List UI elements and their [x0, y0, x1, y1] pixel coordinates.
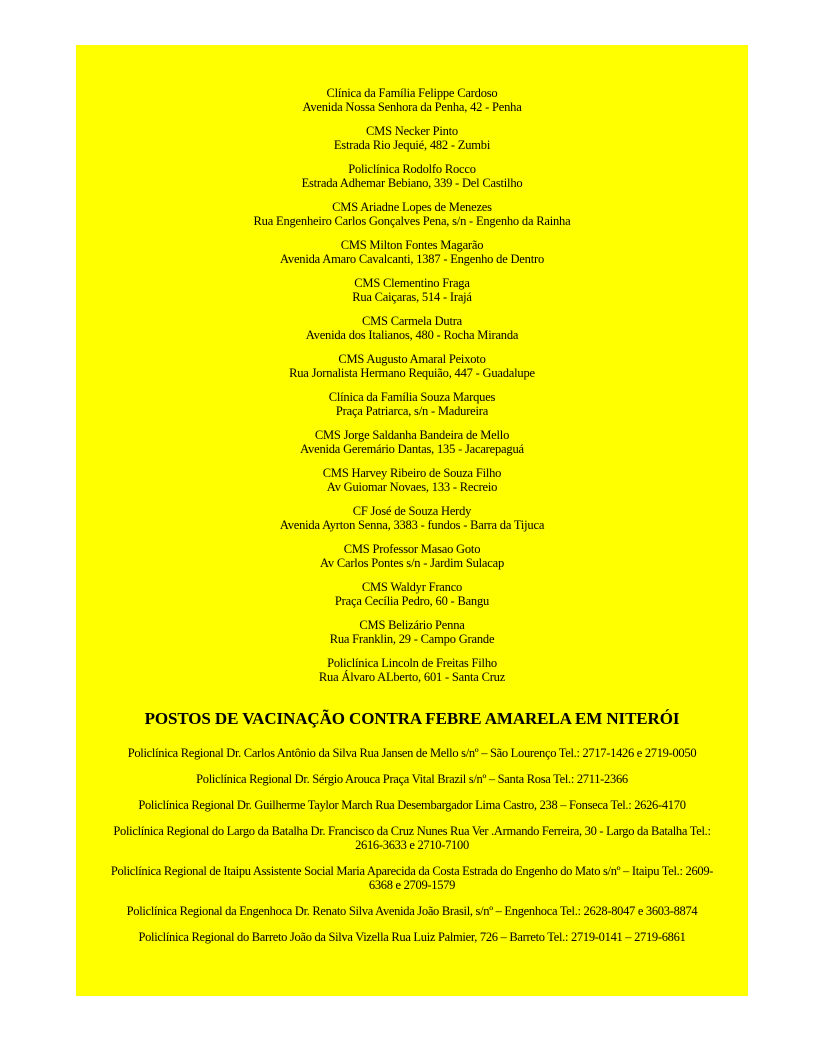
post-entry	[108, 656, 716, 684]
post-address: Rua Álvaro ALberto, 601 - Santa Cruz	[318, 670, 506, 684]
post-address: Avenida dos Italianos, 480 - Rocha Miranda	[305, 328, 519, 342]
post-address: Avenida Geremário Dantas, 135 - Jacarepaguá	[300, 442, 524, 456]
niteroi-section-heading: POSTOS DE VACINAÇÃO CONTRA FEBRE AMARELA EM NITERÓI	[144, 709, 680, 728]
post-name: CF José de Souza Herdy	[352, 504, 472, 518]
post-name: Policlínica Lincoln de Freitas Filho	[327, 656, 497, 670]
post-address: Rua Franklin, 29 - Campo Grande	[329, 632, 495, 646]
post-entry	[108, 276, 716, 304]
post-name: CMS Jorge Saldanha Bandeira de Mello	[314, 428, 510, 442]
post-entry	[108, 162, 716, 190]
post-address: Avenida Ayrton Senna, 3383 - fundos - Barra da Tijuca	[279, 518, 545, 532]
post-address: Av Guiomar Novaes, 133 - Recreio	[326, 480, 498, 494]
niteroi-post-entry: Policlínica Regional Dr. Guilherme Taylor March Rua Desembargador Lima Castro, 238 – Fonseca Tel.: 2626-4170	[138, 798, 686, 812]
niteroi-post-entry: Policlínica Regional de Itaipu Assistente Social Maria Aparecida da Costa Estrada do Engenho do Mato s/nº – Itaipu Tel.: 2609-6368 e 2709-1579	[110, 864, 714, 892]
post-address: Rua Caiçaras, 514 - Irajá	[352, 290, 472, 304]
post-entry	[108, 200, 716, 228]
niteroi-post-entry: Policlínica Regional do Barreto João da Silva Vizella Rua Luiz Palmier, 726 – Barreto Tel.: 2719-0141 – 2719-6861	[138, 930, 686, 944]
post-entry	[108, 390, 716, 418]
post-name: CMS Ariadne Lopes de Menezes	[332, 200, 492, 214]
post-name: Clínica da Família Felippe Cardoso	[326, 86, 498, 100]
post-entry	[108, 352, 716, 380]
post-entry	[108, 580, 716, 608]
post-entry	[108, 542, 716, 570]
post-name: Policlínica Rodolfo Rocco	[348, 162, 476, 176]
post-name: CMS Necker Pinto	[366, 124, 458, 138]
yellow-highlighted-sheet	[76, 45, 748, 996]
post-entry	[108, 238, 716, 266]
rio-vaccination-posts-list	[108, 86, 716, 684]
post-address: Avenida Amaro Cavalcanti, 1387 - Engenho de Dentro	[280, 252, 544, 266]
niteroi-vaccination-posts-list	[108, 746, 716, 944]
post-address: Avenida Nossa Senhora da Penha, 42 - Penha	[302, 100, 522, 114]
niteroi-post-entry: Policlínica Regional da Engenhoca Dr. Renato Silva Avenida João Brasil, s/nº – Engenhoca Tel.: 2628-8047 e 3603-8874	[126, 904, 698, 918]
post-entry	[108, 618, 716, 646]
post-address: Praça Cecília Pedro, 60 - Bangu	[334, 594, 490, 608]
post-entry	[108, 124, 716, 152]
post-entry	[108, 428, 716, 456]
post-address: Estrada Rio Jequié, 482 - Zumbi	[333, 138, 491, 152]
niteroi-post-entry: Policlínica Regional Dr. Sérgio Arouca Praça Vital Brazil s/nº – Santa Rosa Tel.: 2711-2366	[196, 772, 628, 786]
post-name: CMS Waldyr Franco	[361, 580, 463, 594]
post-address: Praça Patriarca, s/n - Madureira	[335, 404, 489, 418]
post-address: Av Carlos Pontes s/n - Jardim Sulacap	[319, 556, 504, 570]
post-name: CMS Professor Masao Goto	[343, 542, 481, 556]
post-address: Estrada Adhemar Bebiano, 339 - Del Castilho	[301, 176, 523, 190]
post-name: CMS Carmela Dutra	[361, 314, 463, 328]
post-address: Rua Jornalista Hermano Requião, 447 - Guadalupe	[289, 366, 535, 380]
post-name: CMS Milton Fontes Magarão	[340, 238, 484, 252]
post-name: Clínica da Família Souza Marques	[328, 390, 496, 404]
niteroi-post-entry: Policlínica Regional Dr. Carlos Antônio da Silva Rua Jansen de Mello s/nº – São Lourenço Tel.: 2717-1426 e 2719-0050	[127, 746, 697, 760]
post-name: CMS Augusto Amaral Peixoto	[338, 352, 486, 366]
post-entry	[108, 466, 716, 494]
post-entry	[108, 86, 716, 114]
niteroi-post-entry: Policlínica Regional do Largo da Batalha Dr. Francisco da Cruz Nunes Rua Ver .Armando Ferreira, 30 - Largo da Batalha Tel.: 2616-3633 e 2710-7100	[113, 824, 711, 852]
post-name: CMS Belizário Penna	[359, 618, 465, 632]
post-entry	[108, 504, 716, 532]
post-entry	[108, 314, 716, 342]
post-name: CMS Clementino Fraga	[354, 276, 470, 290]
post-name: CMS Harvey Ribeiro de Souza Filho	[322, 466, 502, 480]
post-address: Rua Engenheiro Carlos Gonçalves Pena, s/n - Engenho da Rainha	[253, 214, 571, 228]
